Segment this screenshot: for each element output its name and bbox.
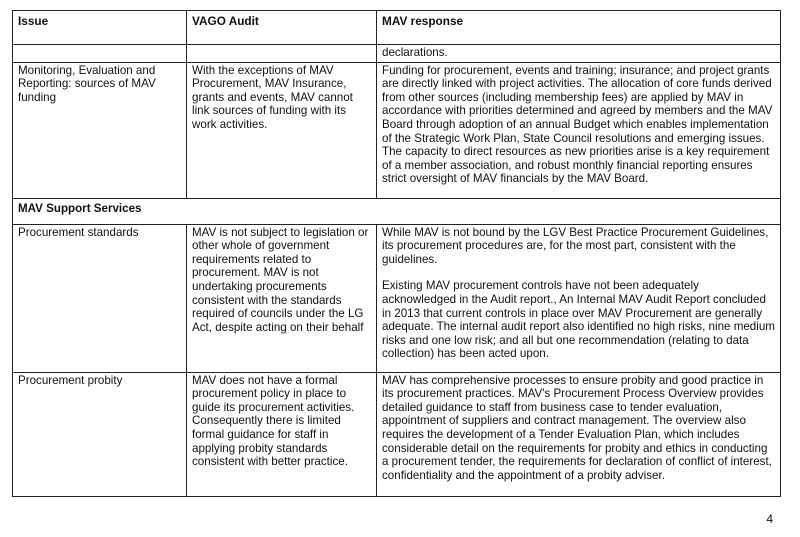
issue-cell: Monitoring, Evaluation and Reporting: sources of MAV funding bbox=[13, 62, 187, 198]
table-row bbox=[13, 224, 781, 372]
section-title: MAV Support Services bbox=[13, 198, 781, 224]
page-number: 4 bbox=[766, 512, 773, 526]
header-vago-audit: VAGO Audit bbox=[187, 11, 377, 45]
table-row bbox=[13, 62, 781, 198]
audit-cell bbox=[187, 45, 377, 63]
table-row bbox=[13, 372, 781, 496]
audit-cell: MAV is not subject to legislation or other whole of government requirements related to procurement. MAV is not undertaking procurements consistent with the standards required of councils under the LG Act, despite acting on their behalf bbox=[187, 224, 377, 372]
response-paragraph: MAV has comprehensive processes to ensure probity and good practice in its procurement practices. MAV's Procurement Process Overview provides detailed guidance to staff from business case to tender evaluation, appointment of suppliers and contract management. The overview also requires the development of a Tender Evaluation Plan, which includes considerable detail on the requirements for probity and ethics in conducting a procurement tender, the requirements for declaration of conflict of interest, confidentiality and the appointment of a probity adviser. bbox=[382, 373, 772, 482]
issue-cell: Procurement probity bbox=[13, 372, 187, 496]
issue-cell bbox=[13, 45, 187, 63]
header-row bbox=[13, 11, 781, 45]
issue-cell: Procurement standards bbox=[13, 224, 187, 372]
response-cell bbox=[377, 372, 781, 496]
response-paragraph: While MAV is not bound by the LGV Best Practice Procurement Guidelines, its procurement procedures are, for the most part, consistent with the guidelines. bbox=[382, 225, 769, 266]
response-cell bbox=[377, 224, 781, 372]
response-paragraph: Existing MAV procurement controls have not been adequately acknowledged in the Audit report., An Internal MAV Audit Report concluded in 2013 that current controls in place over MAV Procurement are generally adequate. The internal audit report also identified no high risks, nine medium risks and one low risk; and all but one recommendation (relating to data collection) has been acted upon. bbox=[382, 279, 775, 361]
section-row bbox=[13, 198, 781, 224]
response-paragraph: Funding for procurement, events and training; insurance; and project grants are directly linked with project activities. The allocation of core funds derived from other sources (including membership fees) are applied by MAV in accordance with priorities determined and agreed by members and the MAV Board through adoption of an annual Budget which enables implementation of the Strategic Work Plan, State Council resolutions and emerging issues. The capacity to direct resources as new priorities arise is a key requirement of a member association, and robust monthly financial reporting ensures strict oversight of MAV financials by the MAV Board. bbox=[382, 63, 773, 186]
audit-cell: MAV does not have a formal procurement policy in place to guide its procurement activities. Consequently there is limited formal guidance for staff in applying probity standards consistent with better practice. bbox=[187, 372, 377, 496]
response-table bbox=[12, 10, 781, 497]
audit-cell: With the exceptions of MAV Procurement, MAV Insurance, grants and events, MAV cannot link sources of funding with its work activities. bbox=[187, 62, 377, 198]
response-paragraph: declarations. bbox=[382, 46, 448, 59]
table-row bbox=[13, 45, 781, 63]
header-mav-response: MAV response bbox=[377, 11, 781, 45]
response-cell bbox=[377, 62, 781, 198]
response-cell bbox=[377, 45, 781, 63]
header-issue: Issue bbox=[13, 11, 187, 45]
